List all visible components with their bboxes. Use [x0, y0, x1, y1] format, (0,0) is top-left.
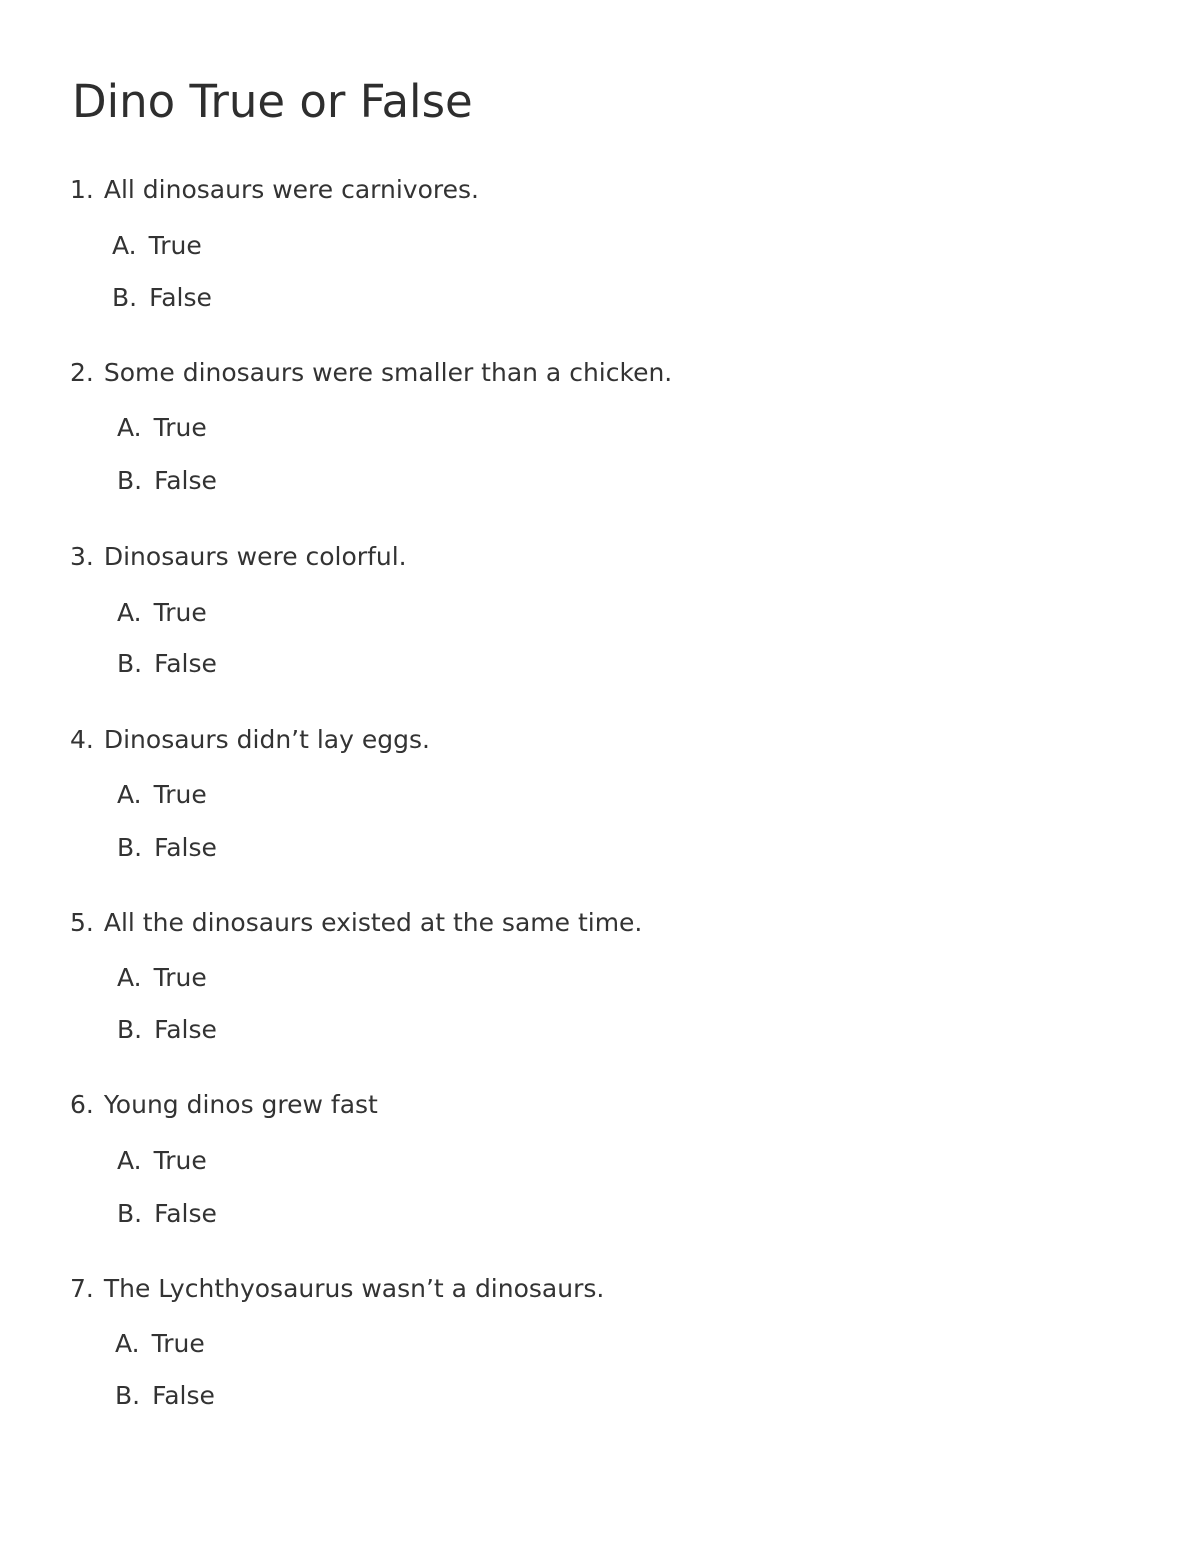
option-letter: A.: [115, 1329, 140, 1358]
question-number: 3.: [70, 542, 94, 571]
option-label: True: [153, 598, 207, 627]
option-label: True: [153, 1146, 207, 1175]
option-label: True: [153, 963, 207, 992]
question-5-option-b[interactable]: [117, 1012, 217, 1048]
question-2-option-a[interactable]: [117, 410, 207, 446]
option-letter: B.: [117, 833, 143, 862]
question-1-option-a[interactable]: [112, 228, 202, 264]
option-letter: B.: [117, 1015, 143, 1044]
option-label: False: [154, 466, 217, 495]
option-letter: A.: [117, 963, 142, 992]
question-text: Some dinosaurs were smaller than a chicken.: [103, 358, 673, 387]
question-3: [70, 539, 407, 575]
option-label: True: [153, 780, 207, 809]
option-label: True: [153, 413, 207, 442]
option-label: False: [154, 1015, 217, 1044]
question-2: [70, 355, 672, 391]
question-text: Dinosaurs were colorful.: [103, 542, 407, 571]
question-7: [70, 1271, 604, 1307]
question-6-option-b[interactable]: [117, 1196, 217, 1232]
option-letter: B.: [117, 466, 143, 495]
page-title: Dino True or False: [72, 75, 473, 128]
option-letter: B.: [115, 1381, 141, 1410]
question-number: 1.: [70, 175, 94, 204]
question-number: 2.: [70, 358, 94, 387]
question-5-option-a[interactable]: [117, 960, 207, 996]
question-text: All dinosaurs were carnivores.: [103, 175, 479, 204]
question-4: [70, 722, 430, 758]
question-3-option-b[interactable]: [117, 646, 217, 682]
question-number: 6.: [70, 1090, 94, 1119]
option-label: False: [154, 833, 217, 862]
question-4-option-b[interactable]: [117, 830, 217, 866]
option-letter: B.: [117, 649, 143, 678]
option-letter: B.: [112, 283, 138, 312]
question-number: 7.: [70, 1274, 94, 1303]
question-text: Dinosaurs didn’t lay eggs.: [103, 725, 430, 754]
option-letter: A.: [117, 780, 142, 809]
question-text: The Lychthyosaurus wasn’t a dinosaurs.: [103, 1274, 605, 1303]
question-number: 5.: [70, 908, 94, 937]
option-label: False: [154, 649, 217, 678]
option-label: False: [152, 1381, 215, 1410]
question-7-option-a[interactable]: [115, 1326, 205, 1362]
question-4-option-a[interactable]: [117, 777, 207, 813]
question-1-option-b[interactable]: [112, 280, 212, 316]
question-number: 4.: [70, 725, 94, 754]
question-text: Young dinos grew fast: [103, 1090, 378, 1119]
question-6: [70, 1087, 378, 1123]
option-letter: A.: [117, 413, 142, 442]
question-text: All the dinosaurs existed at the same time.: [103, 908, 643, 937]
question-1: [70, 172, 479, 208]
question-6-option-a[interactable]: [117, 1143, 207, 1179]
option-letter: A.: [117, 1146, 142, 1175]
option-letter: B.: [117, 1199, 143, 1228]
option-label: True: [151, 1329, 205, 1358]
option-label: False: [149, 283, 212, 312]
option-label: False: [154, 1199, 217, 1228]
option-letter: A.: [112, 231, 137, 260]
question-2-option-b[interactable]: [117, 463, 217, 499]
question-5: [70, 905, 642, 941]
option-letter: A.: [117, 598, 142, 627]
option-label: True: [148, 231, 202, 260]
question-3-option-a[interactable]: [117, 595, 207, 631]
question-7-option-b[interactable]: [115, 1378, 215, 1414]
